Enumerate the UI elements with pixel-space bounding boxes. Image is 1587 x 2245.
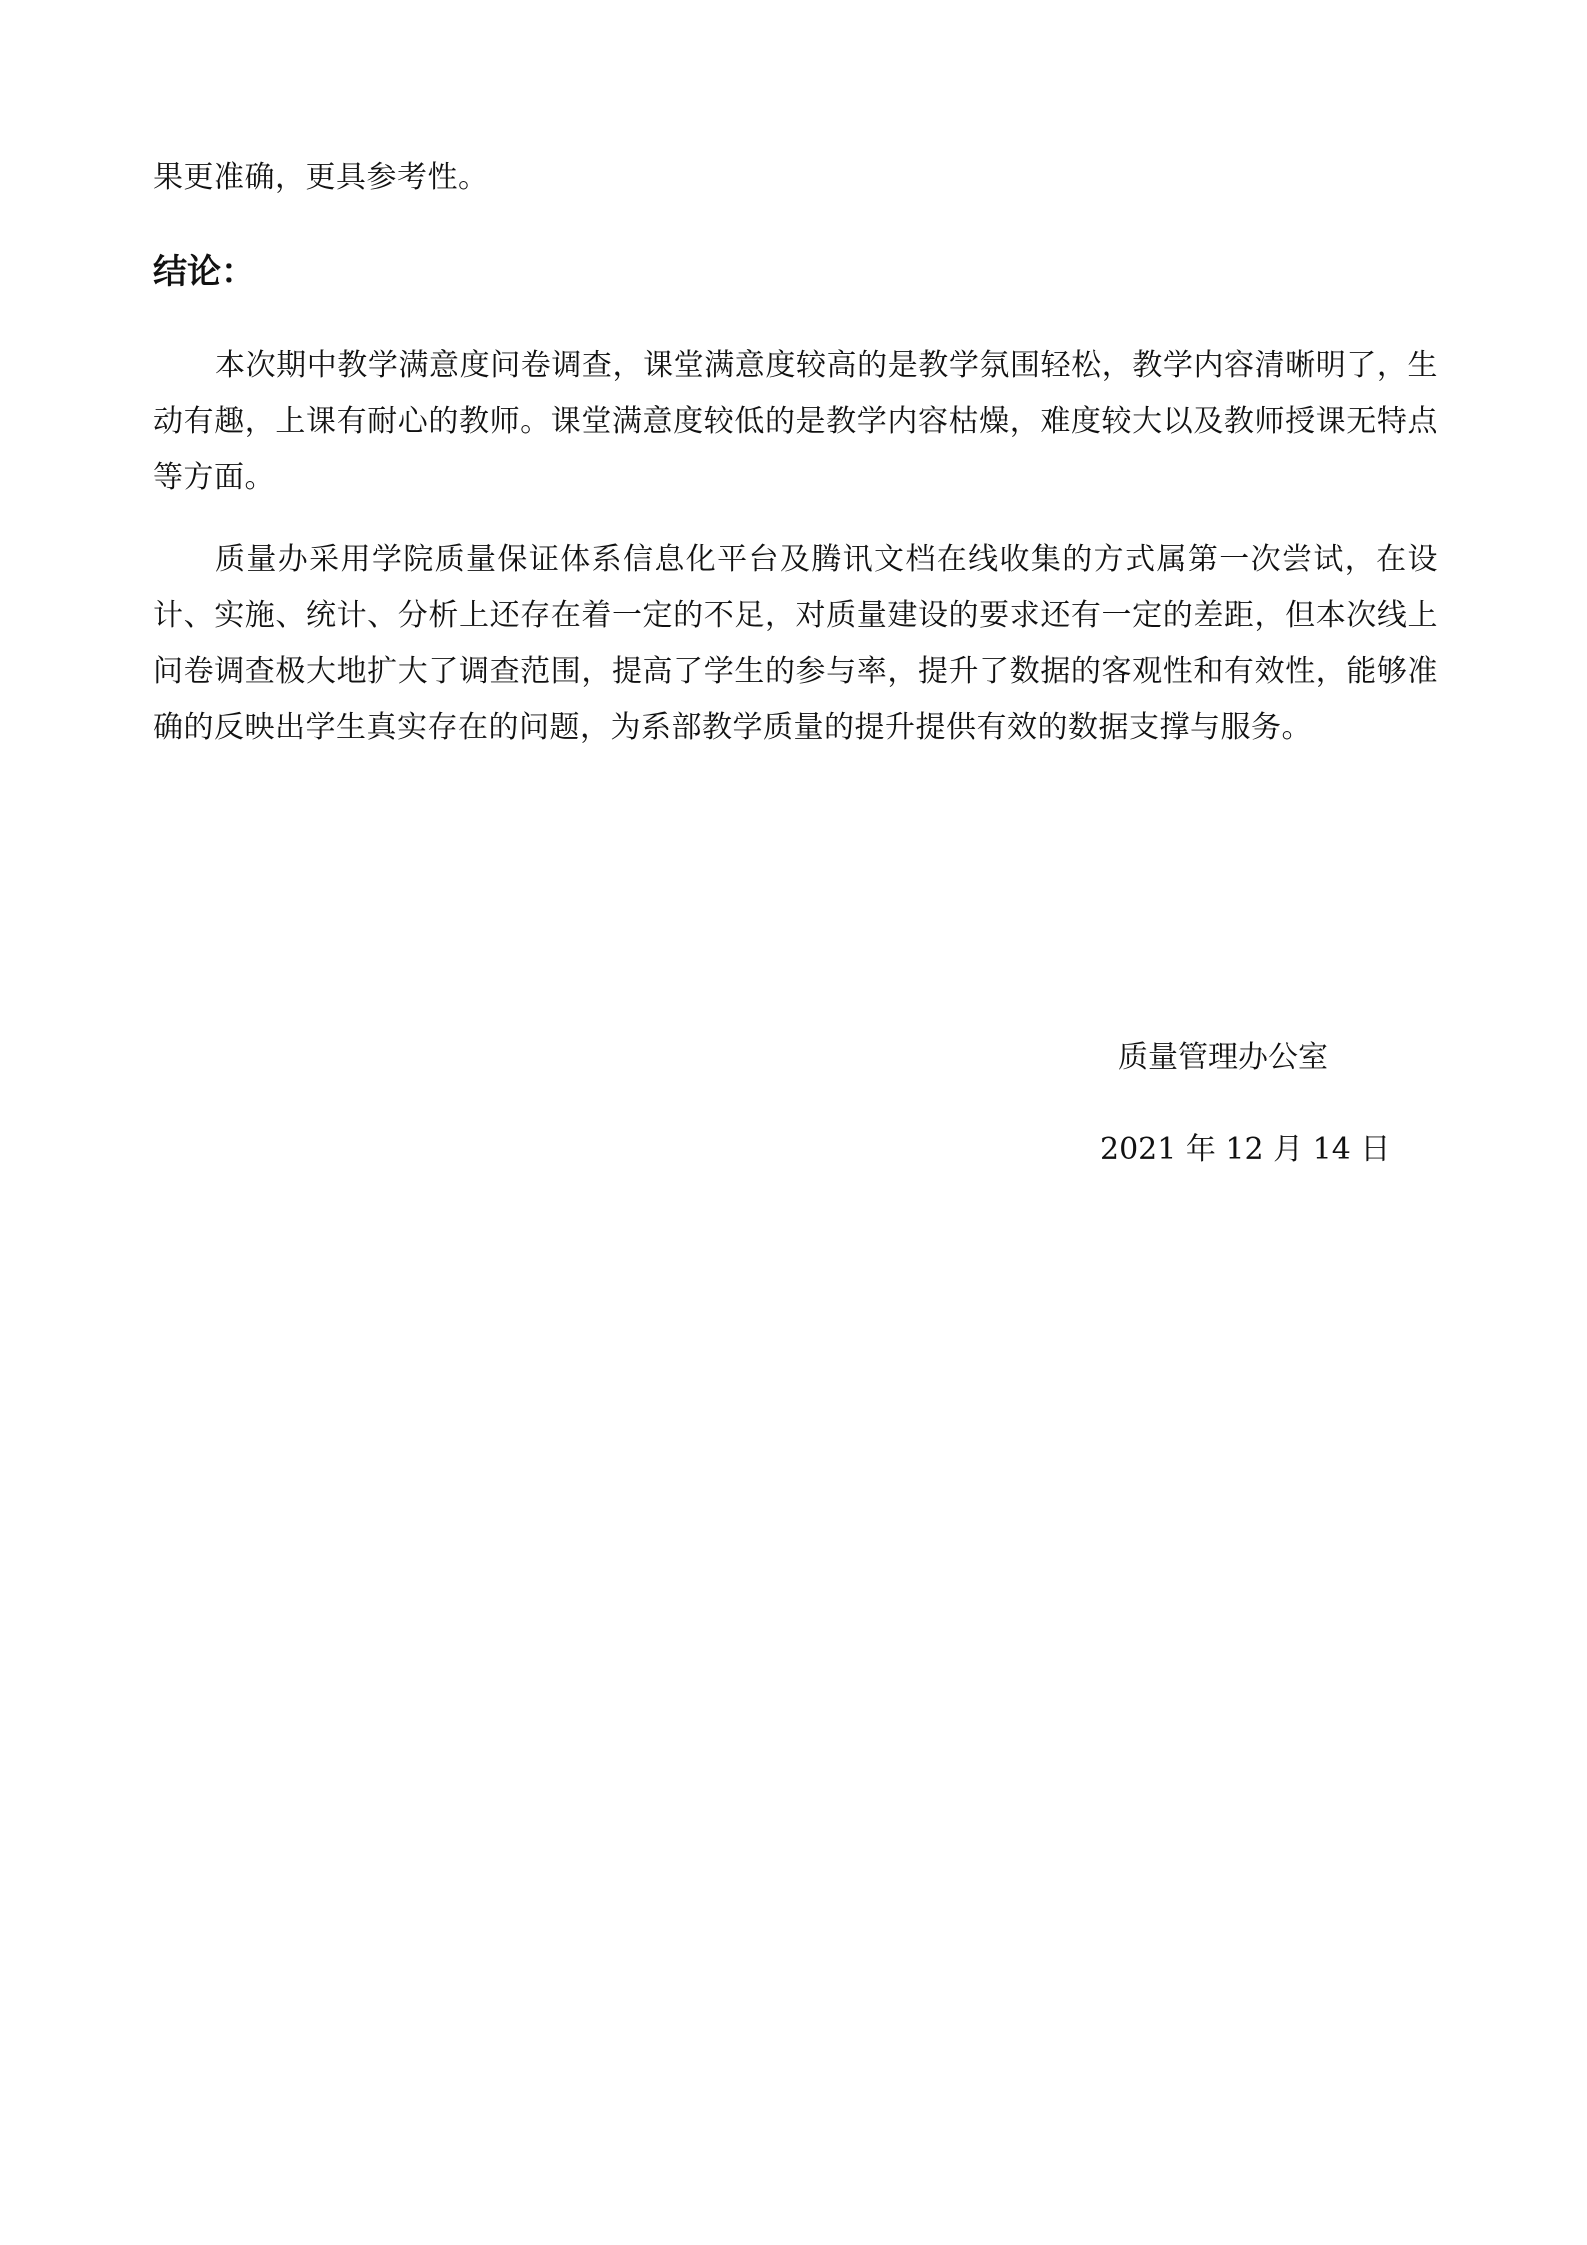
signature-office: 质量管理办公室 [1118, 1040, 1328, 1075]
signature-date: 2021 年 12 月 14 日 [1100, 1132, 1391, 1167]
document-body [153, 150, 1438, 756]
conclusion-paragraph-2: 质量办采用学院质量保证体系信息化平台及腾讯文档在线收集的方式属第一次尝试，在设计、实施、统计、分析上还存在着一定的不足，对质量建设的要求还有一定的差距，但本次线上问卷调查极大地扩大了调查范围，提高了学生的参与率，提升了数据的客观性和有效性，能够准确的反映出学生真实存在的问题，为系部教学质量的提升提供有效的数据支撑与服务。 [153, 542, 1438, 745]
continuation-text: 果更准确，更具参考性。 [153, 160, 489, 195]
conclusion-paragraph-1: 本次期中教学满意度问卷调查，课堂满意度较高的是教学氛围轻松，教学内容清晰明了，生动有趣，上课有耐心的教师。课堂满意度较低的是教学内容枯燥，难度较大以及教师授课无特点等方面。 [153, 348, 1438, 495]
conclusion-heading: 结论： [153, 252, 255, 292]
